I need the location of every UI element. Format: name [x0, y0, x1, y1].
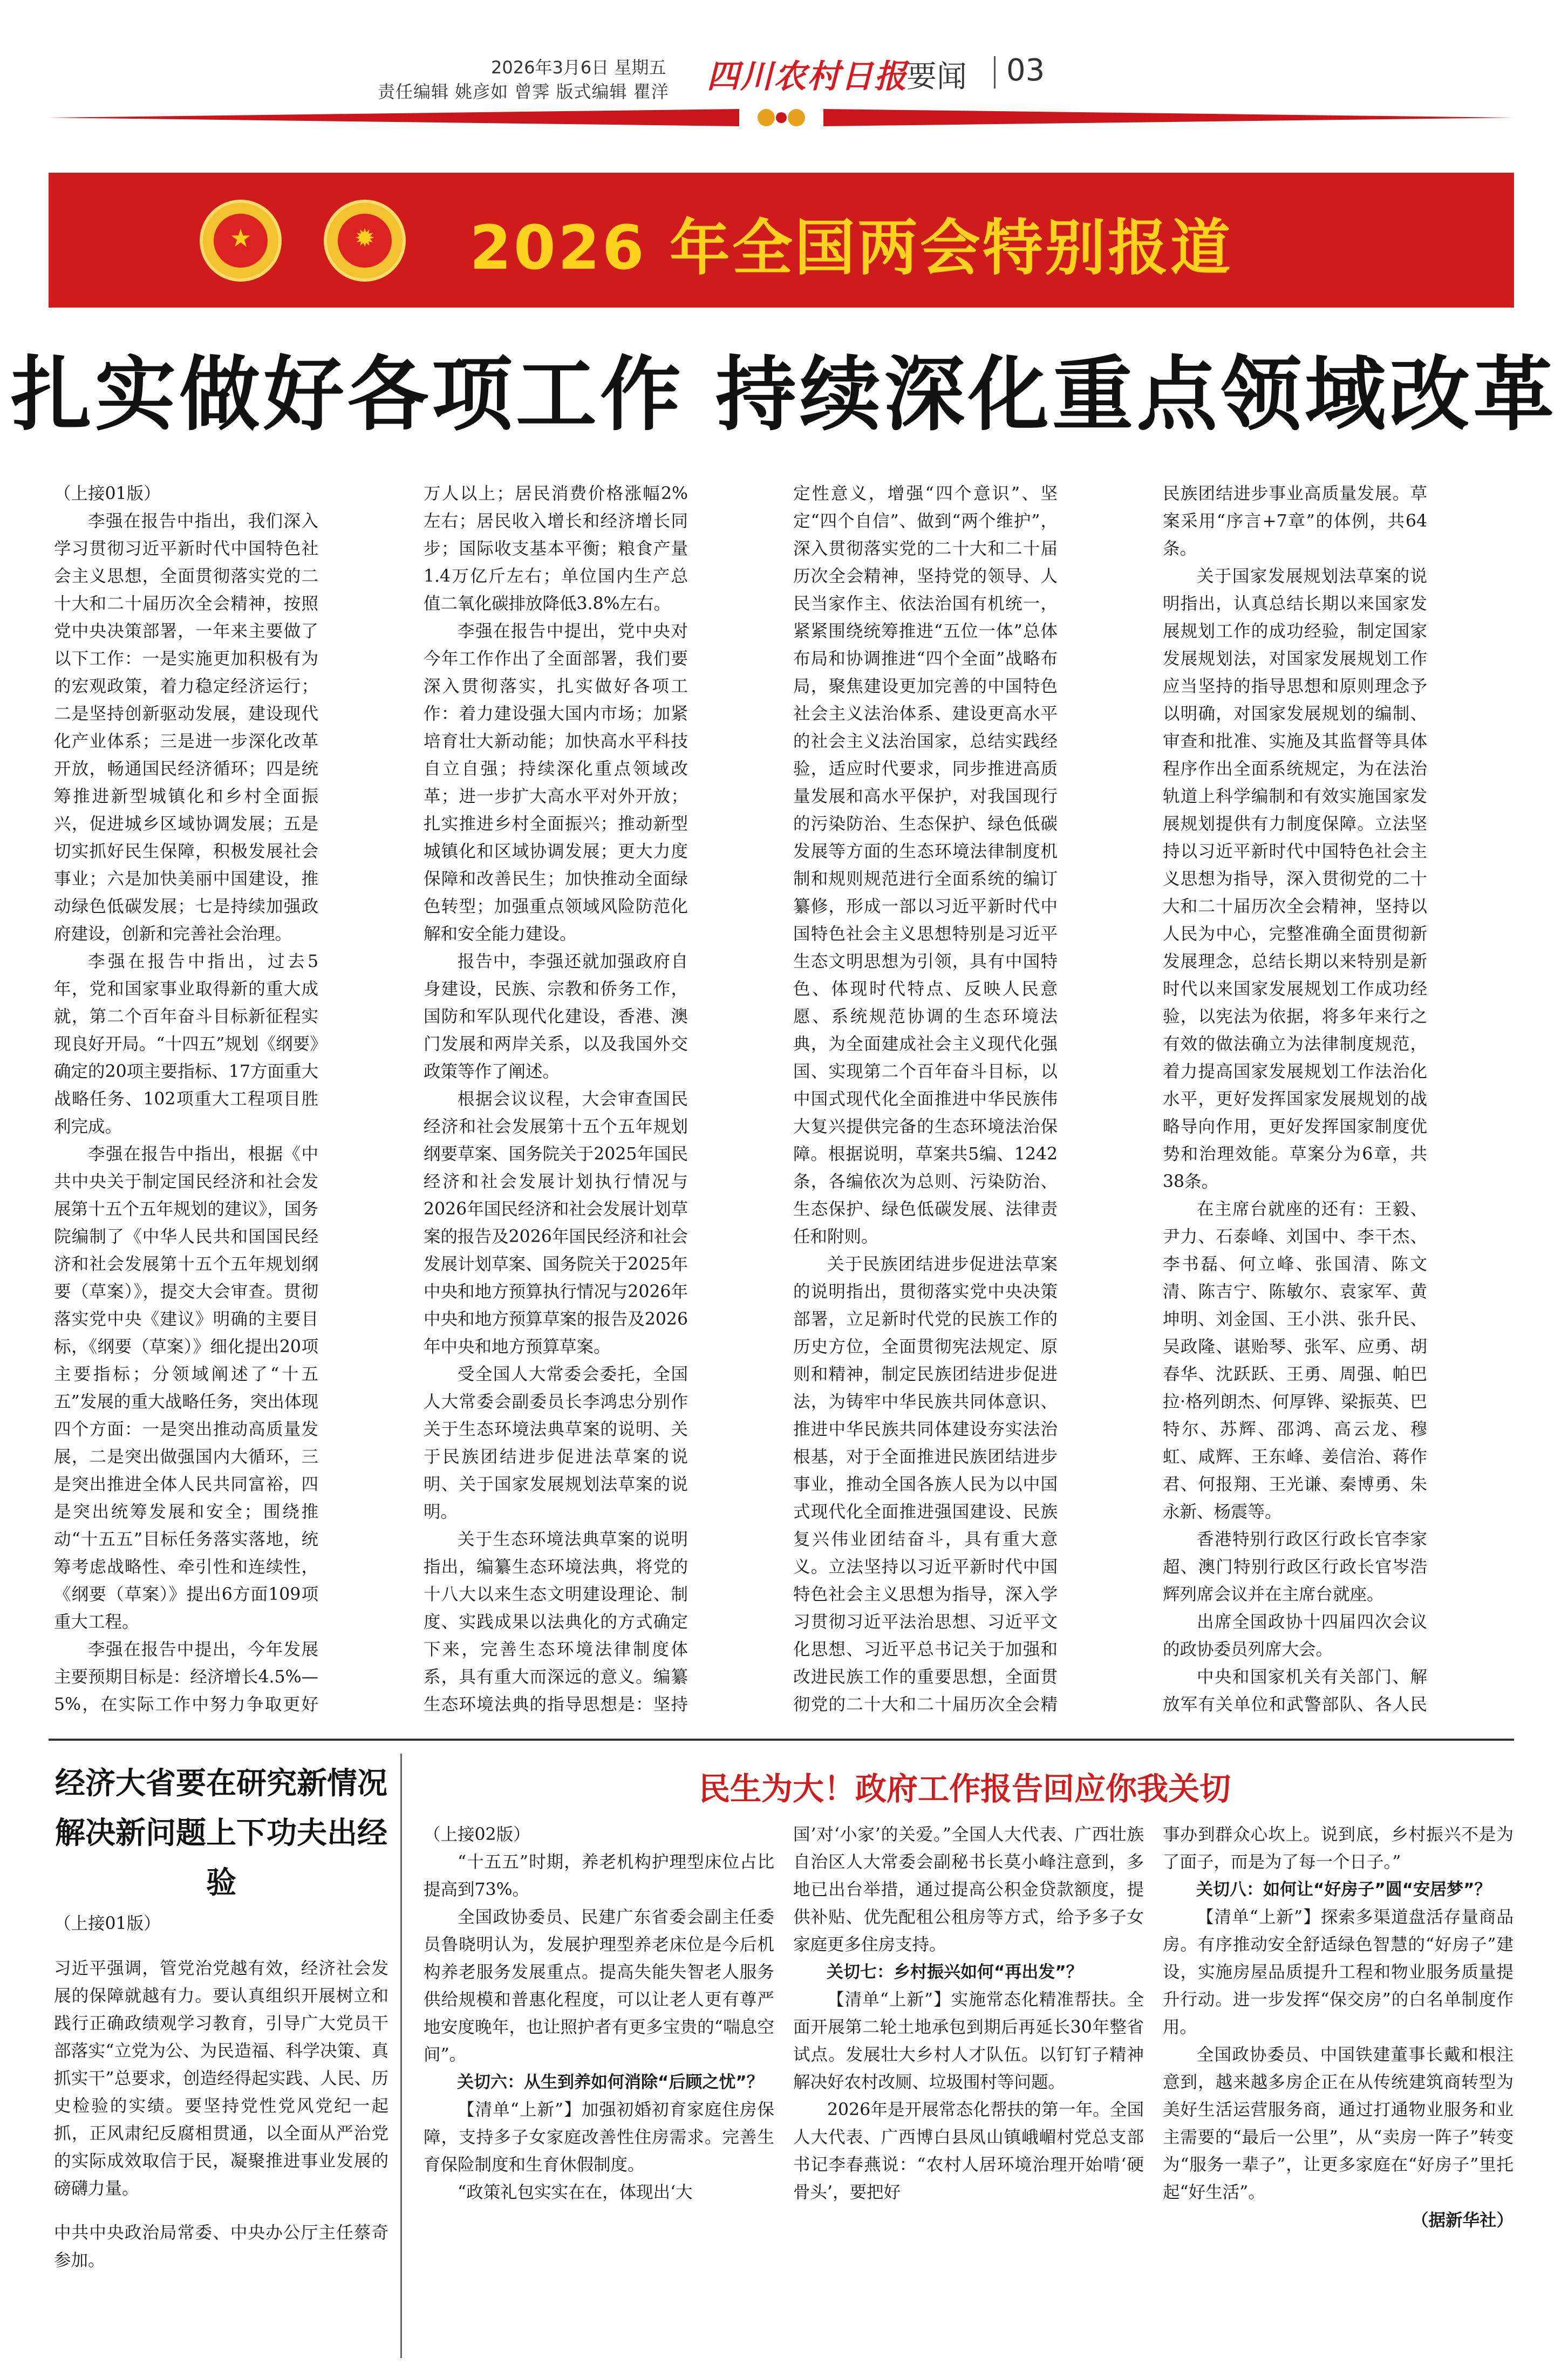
paragraph: 李强在报告中提出，今年发展主要预期目标是：经济增长4.5%—5%，在实际工作中努力争取更好: [54, 1640, 318, 1714]
section-name: 要闻: [906, 59, 967, 94]
paragraph: 报告中，李强还就加强政府自身建设，民族、宗教和侨务工作，国防和军队现代化建设，香港、澳门发展和两岸关系，以及我国外交政策等作了阐述。: [424, 952, 688, 1081]
bottom-right-column-2: [793, 1821, 1144, 2355]
paragraph: 李强在报告中指出，我们深入学习贯彻习近平新时代中国特色社会主义思想，全面贯彻落实党的二十大和二十届历次全会精神，按照党中央决策部署，一年来主要做了以下工作：一是实施更加积极有为的宏观政策，着力稳定经济运行；二是坚持创新驱动发展，建设现代化产业体系；三是进一步深化改革开放，畅通国民经济循环；四是统筹推进新型城镇化和乡村全面振兴，促进城乡区域协调发展；五是切实抓好民生保障，积极发展社会事业；六是加快美丽中国建设，推动绿色低碳发展；七是持续加强政府建设，创新和完善社会治理。: [54, 512, 318, 944]
paragraph: 万人以上；居民消费价格涨幅2%左右；居民收入增长和经济增长同步；国际收支基本平衡；粮食产量1.4万亿斤左右；单位国内生产总值二氧化碳排放降低3.8%左右。: [424, 484, 688, 614]
editors-credit: 责任编辑 姚彦如 曾霁 版式编辑 瞿洋: [378, 81, 669, 102]
continuation-note: （上接01版）: [54, 1914, 161, 1933]
paragraph: “政策礼包实实在在，体现出‘大: [458, 2183, 693, 2202]
paragraph: 【清单“上新”】加强初婚初育家庭住房保障，支持多子女家庭改善性住房需求。完善生育保险制度和生育休假制度。: [424, 2100, 774, 2175]
paragraph: 在主席台就座的还有：王毅、尹力、石泰峰、刘国中、李干杰、李书磊、何立峰、张国清、陈文清、陈吉宁、陈敏尔、袁家军、黄坤明、刘金国、王小洪、张升民、吴政隆、谌贻琴、张军、应勇、胡春华、沈跃跃、王勇、周强、帕巴拉·格列朗杰、何厚铧、梁振英、巴特尔、苏辉、邵鸿、高云龙、穆虹、咸辉、王东峰、姜信治、蒋作君、何报翔、王光谦、秦博勇、朱永新、杨震等。: [1163, 1200, 1427, 1522]
continuation-note: （上接01版）: [54, 484, 161, 503]
section-divider: [49, 1739, 1514, 1741]
paragraph: 李强在报告中指出，过去5年，党和国家事业取得新的重大成就，第二个百年奋斗目标新征程实现良好开局。“十四五”规划《纲要》确定的20项主要指标、17方面重大战略任务、102项重大工程项目胜利完成。: [54, 952, 318, 1136]
subheading: 关切六：从生到养如何消除“后顾之忧”？: [457, 2073, 763, 2092]
paragraph: 习近平强调，管党治党越有效，经济社会发展的保障就越有力。要认真组织开展树立和践行正确政绩观学习教育，引导广大党员干部落实“立党为公、为民造福、科学决策、真抓实干”总要求，创造经得起实践、人民、历史检验的实绩。要坚持党性党风党纪一起抓，正风肃纪反腐相贯通，以全面从严治党的实际成效取信于民，凝聚推进事业发展的磅礴力量。: [54, 1958, 388, 2198]
paragraph: 关于生态环境法典草案的说明指出，编纂生态环境法典，将党的十八大以来生态文明建设理论、制度、实践成果以法典化的方式确定下来，完善生态环境法律制度体系，具有重大而深远的意义。编纂生态环境法典的指导思想是：坚持: [424, 1530, 688, 1714]
masthead-ornament: [49, 107, 1514, 128]
paragraph: 受全国人大常委会委托，全国人大常委会副委员长李鸿忠分别作关于生态环境法典草案的说明、关于民族团结进步促进法草案的说明、关于国家发展规划法草案的说明。: [424, 1365, 688, 1522]
paragraph: 关于民族团结进步促进法草案的说明指出，贯彻落实党中央决策部署，立足新时代党的民族工作的历史方位，全面贯彻宪法规定、原则和精神，制定民族团结进步促进法，为铸牢中华民族共同体意识、推进中华民族共同体建设夯实法治根基，对于全面推进民族团结进步事业，推动全国各族人民为以中国式现代化全面推进强国建设、民族复兴伟业团结奋斗，具有重大意义。立法坚持以习近平新时代中国特色社会主义思想为指导，深入学习贯彻习近平法治思想、习近平文化思想、习近平总书记关于加强和改进民族工作的重要思想，全面贯彻党的二十大和二十届历次全会精: [793, 1255, 1058, 1714]
paragraph: 【清单“上新”】实施常态化精准帮扶。全面开展第二轮土地承包到期后再延长30年整省试点。发展壮大乡村人才队伍。以钉钉子精神解决好农村改厕、垃圾围村等问题。: [793, 1990, 1144, 2092]
article-column-3: [793, 480, 1058, 1721]
bottom-right-column-1: [424, 1821, 774, 2355]
paragraph: 出席全国政协十四届四次会议的政协委员列席大会。: [1163, 1612, 1427, 1659]
banner-title: 2026 年全国两会特别报道: [469, 213, 1233, 283]
column-rule: [400, 1754, 402, 2358]
article-column-1: [54, 480, 318, 1721]
national-emblem-icon: ★: [200, 200, 282, 282]
paragraph: 根据会议议程，大会审查国民经济和社会发展第十五个五年规划纲要草案、国务院关于2025年国民经济和社会发展计划执行情况与2026年国民经济和社会发展计划草案的报告及2026年国民经济和社会发展计划草案、国务院关于2025年中央和地方预算执行情况与2026年中央和地方预算草案的报告及2026年中央和地方预算草案。: [424, 1089, 688, 1357]
paragraph: 民族团结进步事业高质量发展。草案采用“序言+7章”的体例，共64条。: [1163, 484, 1427, 558]
paragraph: 李强在报告中指出，根据《中共中央关于制定国民经济和社会发展第十五个五年规划的建议》，国务院编制了《中华人民共和国国民经济和社会发展第十五个五年规划纲要（草案）》，提交大会审查。贯彻落实党中央《建议》明确的主要目标，《纲要（草案）》细化提出20项主要指标；分领域阐述了“十五五”发展的重大战略任务，突出体现四个方面：一是突出推动高质量发展，二是突出做强国内大循环，三是突出推进全体人民共同富裕，四是突出统筹发展和安全；围绕推动“十五五”目标任务落实落地，统筹考虑战略性、牵引性和连续性，《纲要（草案）》提出6方面109项重大工程。: [54, 1144, 318, 1632]
paragraph: 【清单“上新”】探索多渠道盘活存量商品房。有序推动安全舒适绿色智慧的“好房子”建设，实施房屋品质提升工程和物业服务质量提升行动。进一步发挥“保交房”的白名单制度作用。: [1163, 1907, 1514, 2037]
paragraph: 国’对‘小家’的关爱。”全国人大代表、广西壮族自治区人大常委会副秘书长莫小峰注意到，多地已出台举措，通过提高公积金贷款额度，提供补贴、优先配租公租房等方式，给予多子女家庭更多住房支持。: [793, 1825, 1144, 1954]
paragraph: 全国政协委员、中国铁建董事长戴和根注意到，越来越多房企正在从传统建筑商转型为美好生活运营服务商，通过打通物业服务和业主需要的“最后一公里”，从“卖房一阵子”转变为“服务一辈子”，让更多家庭在“好房子”里托起“好生活”。: [1163, 2045, 1514, 2202]
subheading: 关切七：乡村振兴如何“再出发”？: [827, 1963, 1083, 1982]
article-column-4: [1163, 480, 1427, 1721]
paragraph: 香港特别行政区行政长官李家超、澳门特别行政区行政长官岑浩辉列席会议并在主席台就座。: [1163, 1530, 1427, 1604]
main-headline: 扎实做好各项工作 持续深化重点领域改革: [10, 348, 1558, 442]
newspaper-logo: 四川农村日报: [707, 58, 908, 96]
bottom-right-headline: 民生为大！政府工作报告回应你我关切: [698, 1770, 1231, 1807]
article-column-2: [424, 480, 688, 1721]
source-credit: （据新华社）: [1411, 2210, 1514, 2230]
paragraph: 事办到群众心坎上。说到底，乡村振兴不是为了面子，而是为了每一个日子。”: [1163, 1825, 1514, 1872]
bottom-left-headline: 经济大省要在研究新情况解决新问题上下功夫出经验: [55, 1766, 387, 1900]
paragraph: 定性意义，增强“四个意识”、坚定“四个自信”、做到“两个维护”，深入贯彻落实党的二十大和二十届历次全会精神，坚持党的领导、人民当家作主、依法治国有机统一，紧紧围绕统筹推进“五位一体”总体布局和协调推进“四个全面”战略布局，聚焦建设更加完善的中国特色社会主义法治体系、建设更高水平的社会主义法治国家，总结实践经验，适应时代要求，同步推进高质量发展和高水平保护，对我国现行的污染防治、生态保护、绿色低碳发展等方面的生态环境法律制度机制和规则规范进行全面系统的编订纂修，形成一部以习近平新时代中国特色社会主义思想特别是习近平生态文明思想为引领，具有中国特色、体现时代特点、反映人民意愿、系统规范协调的生态环境法典，为全面建成社会主义现代化强国、实现第二个百年奋斗目标，以中国式现代化全面推进中华民族伟大复兴提供完备的生态环境法治保障。根据说明，草案共5编、1242条，各编依次为总则、污染防治、生态保护、绿色低碳发展、法律责任和附则。: [793, 484, 1058, 1246]
issue-date: 2026年3月6日 星期五: [491, 57, 666, 78]
paragraph: 关于国家发展规划法草案的说明指出，认真总结长期以来国家发展规划工作的成功经验，制定国家发展规划法，对国家发展规划工作应当坚持的指导思想和原则理念予以明确，对国家发展规划的编制、审查和批准、实施及其监督等具体程序作出全面系统规定，为在法治轨道上科学编制和有效实施国家发展规划提供有力制度保障。立法坚持以习近平新时代中国特色社会主义思想为指导，深入贯彻党的二十大和二十届历次全会精神，坚持以人民为中心，完整准确全面贯彻新发展理念，总结长期以来特别是新时代以来国家发展规划工作成功经验，以宪法为依据，将多年来行之有效的做法确立为法律制度规范，着力提高国家发展规划工作法治化水平，更好发挥国家发展规划的战略导向作用，更好发挥国家制度优势和治理效能。草案分为6章，共38条。: [1163, 567, 1427, 1191]
paragraph: 全国政协委员、民建广东省委会副主任委员鲁晓明认为，发展护理型养老床位是今后机构养老服务发展重点。提高失能失智老人服务供给规模和普惠化程度，可以让老人更有尊严地安度晚年，也让照护者有更多宝贵的“喘息空间”。: [424, 1907, 774, 2065]
cppcc-emblem-icon: ✹: [324, 200, 406, 282]
bottom-right-column-3: [1163, 1821, 1514, 2355]
paragraph: 李强在报告中提出，党中央对今年工作作出了全面部署，我们要深入贯彻落实，扎实做好各项工作：着力建设强大国内市场；加紧培育壮大新动能；加快高水平科技自立自强；持续深化重点领域改革；进一步扩大高水平对外开放；扎实推进乡村全面振兴；推动新型城镇化和区域协调发展；更大力度保障和改善民生；加快推动全面绿色转型；加强重点领域风险防范化解和安全能力建设。: [424, 622, 688, 944]
page-number: 03: [1006, 53, 1045, 88]
masthead-separator: [994, 56, 996, 88]
paragraph: 中共中央政治局常委、中央办公厅主任蔡奇参加。: [54, 2223, 388, 2270]
paragraph: “十五五”时期，养老机构护理型床位占比提高到73%。: [424, 1852, 774, 1899]
bottom-left-body: [54, 1910, 388, 2353]
subheading: 关切八：如何让“好房子”圆“安居梦”？: [1196, 1880, 1491, 1899]
paragraph: 中央和国家机关有关部门、解放军有关单位和武警部队、各人民: [1163, 1667, 1427, 1714]
continuation-note: （上接02版）: [424, 1825, 530, 1844]
paragraph: 2026年是开展常态化帮扶的第一年。全国人大代表、广西博白县凤山镇峨嵋村党总支部书记李春燕说：“农村人居环境治理开始啃‘硬骨头’，要把好: [793, 2100, 1144, 2202]
